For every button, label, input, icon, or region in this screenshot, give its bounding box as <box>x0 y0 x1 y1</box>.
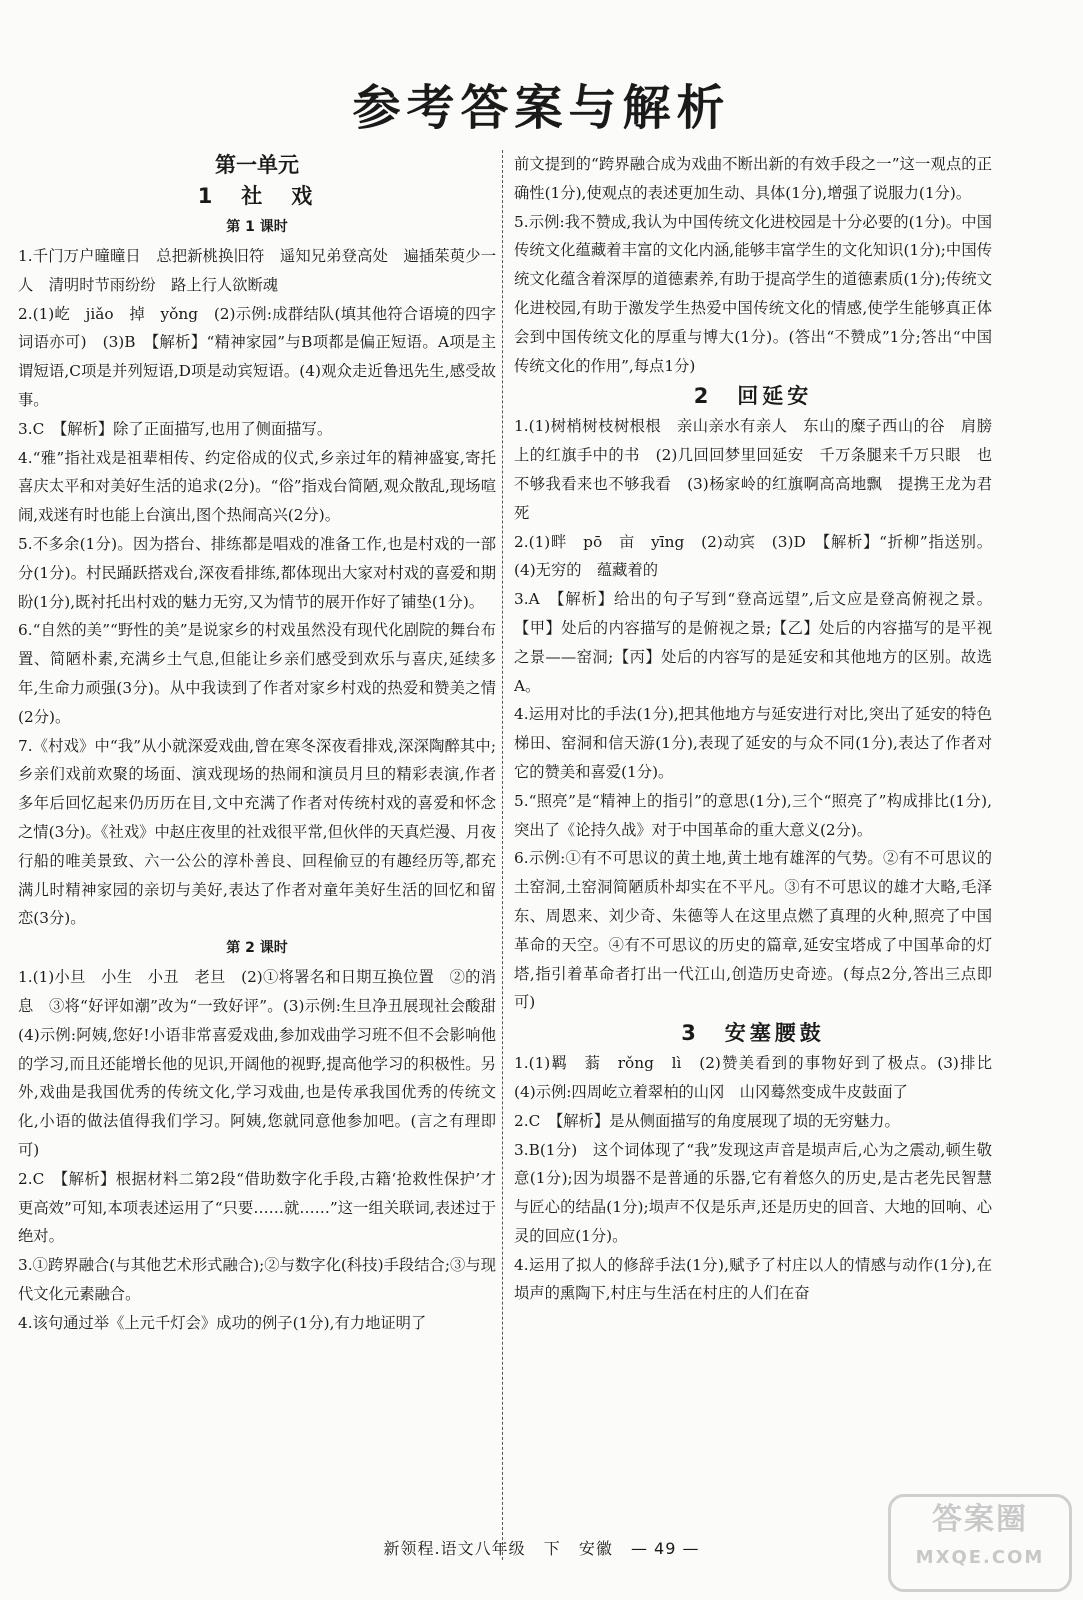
answer-item: 1.千门万户曈曈日 总把新桃换旧符 遥知兄弟登高处 遍插茱萸少一人 清明时节雨纷纷 路上行人欲断魂 <box>18 247 496 294</box>
answer-item: 1.(1)树梢树枝树根根 亲山亲水有亲人 东山的糜子西山的谷 肩膀上的红旗手中的书 (2)几回回梦里回延安 千万条腿来千万只眼 也不够我看来也不够我看 (3)杨家岭的红旗啊高高地飘 提携王龙为君死 <box>514 417 992 522</box>
answer-item: 6.示例:①有不可思议的黄土地,黄土地有雄浑的气势。②有不可思议的土窑洞,土窑洞简陋质朴却实在不平凡。③有不可思议的雄才大略,毛泽东、周恩来、刘少奇、朱德等人在这里点燃了真理的火种,照亮了中国革命的天空。④有不可思议的历史的篇章,延安宝塔成了中国革命的灯塔,指引着革命者打出一代江山,创造历史奇迹。(每点2分,答出三点即可) <box>514 849 992 1012</box>
watermark-logo <box>888 1494 1072 1592</box>
unit-title: 第一单元 <box>215 153 299 177</box>
answer-item: 4.该句通过举《上元千灯会》成功的例子(1分),有力地证明了 <box>18 1313 427 1332</box>
lesson-title-2: 2 回延安 <box>693 384 813 409</box>
answer-item: 7.《村戏》中“我”从小就深爱戏曲,曾在寒冬深夜看排戏,深深陶醉其中;乡亲们戏前欢聚的场面、演戏现场的热闹和演员月旦的精彩表演,作者多年后回忆起来仍历历在目,文中充满了作者对传统村戏的喜爱和怀念之情(3分)。《社戏》中赵庄夜里的社戏很平常,但伙伴的天真烂漫、月夜行船的唯美景致、六一公公的淳朴善良、回程偷豆的有趣经历等,都充满儿时精神家园的亲切与美好,表达了作者对童年美好生活的回忆和留恋(3分)。 <box>18 736 496 928</box>
answer-item: 6.“自然的美”“野性的美”是说家乡的村戏虽然没有现代化剧院的舞台布置、简陋朴素,充满乡土气息,但能让乡亲们感受到欢乐与喜庆,延续多年,生命力顽强(3分)。从中我读到了作者对家乡村戏的热爱和赞美之情(2分)。 <box>18 621 496 726</box>
answer-item: 3.①跨界融合(与其他艺术形式融合);②与数字化(科技)手段结合;③与现代文化元素融合。 <box>18 1256 496 1303</box>
answer-item: 前文提到的“跨界融合成为戏曲不断出新的有效手段之一”这一观点的正确性(1分),使观点的表述更加生动、具体(1分),增强了说服力(1分)。 <box>514 155 992 202</box>
footer-region: 安徽 <box>578 1539 613 1558</box>
session-title-2: 第 2 课时 <box>226 940 288 957</box>
answer-item: 2.(1)畔 pō 亩 yīng (2)动宾 (3)D 【解析】“折柳”指送别。(4)无穷的 蕴藏着的 <box>514 532 992 580</box>
answer-item: 2.(1)屹 jiǎo 掉 yǒng (2)示例:成群结队(填其他符合语境的四字词语亦可) (3)B 【解析】“精神家园”与B项都是偏正短语。A项是主谓短语,C项是并列短语,D项是动宾短语。(4)观众走近鲁迅先生,感受故事。 <box>18 304 496 409</box>
column-divider <box>502 150 503 1560</box>
page-title: 参考答案与解析 <box>352 80 731 136</box>
footer-term: 下 <box>543 1539 561 1558</box>
answer-item: 4.运用了拟人的修辞手法(1分),赋予了村庄以人的情感与动作(1分),在埙声的熏陶下,村庄与生活在村庄的人们在奋 <box>514 1255 992 1303</box>
answer-item: 2.C 【解析】是从侧面描写的角度展现了埙的无穷魅力。 <box>514 1111 900 1130</box>
answer-item: 4.运用对比的手法(1分),把其他地方与延安进行对比,突出了延安的特色梯田、窑洞和信天游(1分),表现了延安的与众不同(1分),表达了作者对它的赞美和喜爱(1分)。 <box>514 705 992 781</box>
lesson-title-3: 3 安塞腰鼓 <box>681 1021 825 1046</box>
answer-item: 3.C 【解析】除了正面描写,也用了侧面描写。 <box>18 419 333 438</box>
answer-item: 4.“雅”指社戏是祖辈相传、约定俗成的仪式,乡亲过年的精神盛宴,寄托喜庆太平和对美好生活的追求(2分)。“俗”指戏台简陋,观众散乱,现场喧闹,戏迷有时也能上台演出,图个热闹高兴(2分)。 <box>18 448 496 525</box>
lesson-title-1: 1 社 戏 <box>197 184 317 208</box>
answer-item: 2.C 【解析】根据材料二第2段“借助数字化手段,古籍‘抢救性保护’才更高效”可知,本项表述运用了“只要……就……”这一组关联词,表述过于绝对。 <box>18 1169 496 1246</box>
answer-item: 5.不多余(1分)。因为搭台、排练都是唱戏的准备工作,也是村戏的一部分(1分)。村民踊跃搭戏台,深夜看排练,都体现出大家对村戏的喜爱和期盼(1分),既衬托出村戏的魅力无穷,又为情节的展开作好了铺垫(1分)。 <box>18 534 496 611</box>
footer-book: 新领程.语文八年级 <box>383 1539 526 1558</box>
watermark-main: 答案圈 <box>932 1502 1028 1537</box>
answer-item: 1.(1)羁 蓊 rǒng lì (2)赞美看到的事物好到了极点。(3)排比 (4)示例:四周屹立着翠柏的山冈 山冈蓦然变成牛皮鼓面了 <box>514 1054 1008 1101</box>
answer-item: 5.“照亮”是“精神上的指引”的意思(1分),三个“照亮了”构成排比(1分),突出了《论持久战》对于中国革命的重大意义(2分)。 <box>514 791 992 839</box>
answer-item: 1.(1)小旦 小生 小丑 老旦 (2)①将署名和日期互换位置 ②的消息 ③将“好评如潮”改为“一致好评”。(3)示例:生旦净丑展现社会酸甜 (4)示例:阿姨,您好!小语非常喜爱戏曲,参加戏曲学习班不但不会影响他的学习,而且还能增长他的见识,开阔他的视野,提高他学习的积极性。另外,戏曲是我国优秀的传统文化,学习戏曲,也是传承我国优秀的传统文化,小语的做法值得我们学习。阿姨,您就同意他参加吧。(言之有理即可) <box>18 968 512 1159</box>
answer-item: 3.A 【解析】给出的句子写到“登高远望”,后文应是登高俯视之景。【甲】处后的内容描写的是俯视之景;【乙】处后的内容描写的是平视之景——窑洞;【丙】处后的内容写的是延安和其他地方的区别。故选A。 <box>514 590 992 695</box>
answer-item: 3.B(1分) 这个词体现了“我”发现这声音是埙声后,心为之震动,顿生敬意(1分);因为埙器不是普通的乐器,它有着悠久的历史,是古老先民智慧与匠心的结晶(1分);埙声不仅是乐声,还是历史的回音、大地的回响、心灵的回应(1分)。 <box>514 1140 992 1245</box>
session-title-1: 第 1 课时 <box>226 219 288 235</box>
left-column <box>18 150 512 1337</box>
watermark-sub: MXQE.COM <box>915 1547 1045 1568</box>
right-column <box>514 150 1008 1308</box>
page-number: — 49 — <box>630 1539 700 1558</box>
answer-item: 5.示例:我不赞成,我认为中国传统文化进校园是十分必要的(1分)。中国传统文化蕴藏着丰富的文化内涵,能够丰富学生的文化知识(1分);中国传统文化蕴含着深厚的道德素养,有助于提高学生的道德素质(1分);传统文化进校园,有助于激发学生热爱中国传统文化的情感,使学生能够真正体会到中国传统文化的厚重与博大(1分)。(答出“不赞成”1分;答出“中国传统文化的作用”,每点1分) <box>514 212 992 375</box>
